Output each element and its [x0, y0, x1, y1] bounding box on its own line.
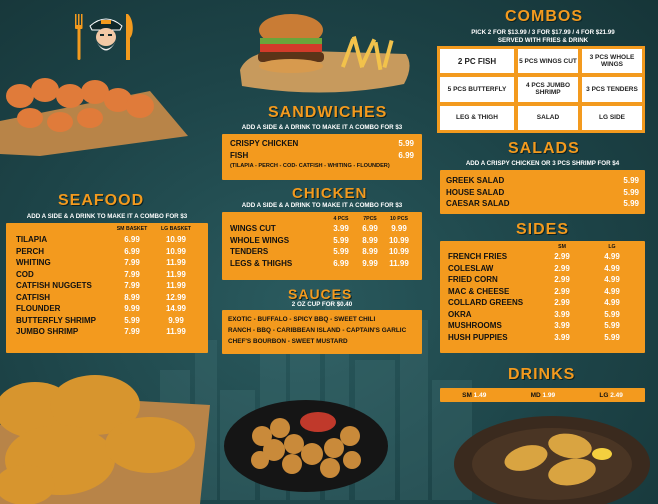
item-price: 3.99	[554, 321, 570, 330]
item-name: FRENCH FRIES	[448, 252, 508, 261]
item-price: 2.99	[554, 275, 570, 284]
chicken-nuggets-image	[222, 388, 390, 496]
item-price: 6.99	[124, 235, 140, 244]
drink-price: 1.49	[473, 391, 487, 399]
sauces-price-note: 2 OZ CUP FOR $0.40	[291, 301, 353, 308]
item-name: CAESAR SALAD	[446, 199, 510, 208]
column-header: SM	[558, 244, 566, 250]
item-price: 5.99	[124, 315, 140, 325]
drink-size-medium	[531, 392, 556, 399]
item-price: 8.99	[124, 292, 140, 302]
menu-item-row	[16, 269, 198, 281]
item-price: 10.99	[388, 235, 410, 245]
item-name: LEGS & THIGHS	[230, 258, 293, 268]
seafood-combo-note: ADD A SIDE & A DRINK TO MAKE IT A COMBO FOR $3	[26, 213, 188, 220]
item-name: WHOLE WINGS	[230, 235, 290, 245]
combo-option: 3 PCS WHOLE WINGS	[582, 49, 642, 73]
fish-types-note: (TILAPIA - PERCH - COD- CATFISH - WHITING - FLOUNDER)	[230, 163, 390, 169]
item-price: 8.99	[362, 235, 378, 245]
menu-item-row	[16, 292, 198, 304]
sides-panel	[440, 241, 645, 353]
combo-option: LEG & THIGH	[440, 106, 514, 130]
item-name: WINGS CUT	[230, 224, 276, 233]
item-name: HOUSE SALAD	[446, 187, 505, 197]
column-header: 4 PCS	[333, 216, 349, 222]
combos-pricing-line: PICK 2 FOR $13.99 / 3 FOR $17.99 / 4 FOR $21.99	[471, 29, 615, 36]
item-price: 2.99	[554, 252, 570, 261]
column-header: SM BASKET	[116, 226, 148, 232]
combos-grid	[437, 46, 645, 133]
menu-item-row	[16, 303, 198, 315]
item-name: MUSHROOMS	[448, 321, 502, 330]
item-price: 5.99	[604, 332, 620, 342]
menu-item-row	[448, 251, 637, 263]
sauces-panel	[222, 310, 422, 354]
drink-price: 2.49	[610, 391, 623, 399]
menu-item-row	[16, 326, 198, 338]
item-price: 5.99	[604, 309, 620, 319]
item-name: WHITING	[16, 258, 51, 267]
combo-option: 2 PC FISH	[440, 49, 514, 73]
menu-item-row	[448, 274, 637, 286]
item-name: CRISPY CHICKEN	[230, 139, 299, 148]
item-price: 7.99	[124, 327, 140, 336]
item-price: 5.99	[623, 187, 639, 197]
chicken-heading: CHICKEN	[292, 185, 368, 202]
item-price: 10.99	[388, 247, 410, 256]
item-price: 4.99	[604, 275, 620, 284]
chicken-column-headers	[230, 215, 414, 223]
item-price: 5.99	[333, 235, 349, 245]
item-price: 11.99	[389, 258, 409, 268]
item-name: OKRA	[448, 309, 472, 319]
captain-logo-icon	[87, 12, 125, 60]
menu-item-row	[230, 223, 414, 235]
menu-item-row	[230, 246, 414, 258]
menu-item-row	[448, 320, 637, 332]
item-name: MAC & CHEESE	[448, 286, 510, 296]
menu-item-row	[446, 175, 639, 187]
menu-item-row	[446, 198, 639, 210]
shrimp-skewers-image	[0, 66, 190, 156]
item-name: COLESLAW	[448, 263, 494, 273]
item-price: 12.99	[165, 292, 187, 302]
item-price: 2.99	[554, 263, 570, 273]
sauce-list-line: CHEF'S BOURBON - SWEET MUSTARD	[228, 338, 348, 345]
combo-option: 3 PCS TENDERS	[582, 77, 642, 101]
column-header: LG BASKET	[161, 226, 191, 232]
item-price: 9.99	[124, 304, 140, 313]
menu-item-row	[230, 150, 414, 162]
menu-item-row	[446, 187, 639, 199]
seafood-heading: SEAFOOD	[58, 192, 145, 209]
salads-heading: SALADS	[508, 140, 580, 157]
item-price: 5.99	[623, 176, 639, 185]
menu-item-row	[448, 297, 637, 309]
item-price: 3.99	[554, 332, 570, 342]
seafood-column-headers	[16, 225, 198, 234]
item-price: 6.99	[124, 246, 140, 256]
drink-size-label: SM	[462, 391, 472, 399]
item-price: 7.99	[124, 281, 140, 290]
combos-heading: COMBOS	[505, 8, 583, 25]
sauce-list-line: EXOTIC - BUFFALO - SPICY BBQ - SWEET CHILI	[228, 316, 376, 323]
menu-item-row	[448, 263, 637, 275]
item-price: 11.99	[166, 327, 186, 336]
item-price: 7.99	[124, 258, 140, 267]
item-price: 4.99	[604, 252, 620, 261]
menu-item-row	[16, 280, 198, 292]
fried-fish-image	[0, 365, 215, 504]
item-price: 4.99	[604, 286, 620, 296]
item-name: TENDERS	[230, 247, 269, 256]
item-price: 4.99	[604, 298, 620, 307]
item-price: 11.99	[166, 258, 186, 267]
drink-size-large	[599, 392, 623, 399]
item-name: COD	[16, 269, 34, 279]
column-header: 10 PCS	[390, 216, 408, 222]
item-name: PERCH	[16, 246, 45, 256]
menu-item-row	[448, 286, 637, 298]
burger-fries-image	[236, 8, 416, 96]
salads-addon-note: ADD A CRISPY CHICKEN OR 3 PCS SHRIMP FOR $4	[465, 160, 620, 167]
menu-item-row	[16, 315, 198, 327]
item-price: 5.99	[398, 139, 414, 148]
item-name: FLOUNDER	[16, 304, 61, 313]
item-price: 5.99	[604, 321, 620, 330]
item-name: TILAPIA	[16, 235, 48, 244]
item-price: 6.99	[398, 150, 414, 160]
item-name: COLLARD GREENS	[448, 298, 524, 307]
sandwiches-heading: SANDWICHES	[268, 104, 388, 121]
menu-item-row	[16, 257, 198, 269]
sides-heading: SIDES	[516, 221, 570, 238]
sauce-list-line: RANCH - BBQ - CARIBBEAN ISLAND - CAPTAIN'S GARLIC	[228, 327, 407, 334]
column-header: LG	[608, 244, 616, 250]
menu-item-row	[448, 332, 637, 344]
chicken-combo-note: ADD A SIDE & A DRINK TO MAKE IT A COMBO FOR $3	[241, 202, 403, 209]
item-price: 4.99	[604, 263, 620, 273]
drink-size-small	[462, 392, 486, 399]
item-price: 14.99	[165, 304, 187, 313]
item-name: GREEK SALAD	[446, 176, 505, 185]
sauces-heading: SAUCES	[288, 286, 353, 302]
seafood-panel	[6, 223, 208, 353]
item-price: 10.99	[165, 235, 187, 244]
combo-option: 4 PCS JUMBO SHRIMP	[518, 77, 578, 101]
item-name: JUMBO SHRIMP	[16, 327, 79, 336]
item-price: 9.99	[362, 258, 378, 268]
item-price: 11.99	[166, 281, 186, 290]
item-price: 5.99	[623, 199, 639, 208]
item-name: CATFISH NUGGETS	[16, 281, 92, 290]
menu-item-row	[448, 309, 637, 321]
combo-option: 5 PCS WINGS CUT	[518, 49, 578, 73]
sides-column-headers	[448, 243, 637, 251]
item-name: HUSH PUPPIES	[448, 332, 508, 342]
sandwiches-combo-note: ADD A SIDE & A DRINK TO MAKE IT A COMBO FOR $3	[241, 124, 403, 131]
item-name: FISH	[230, 150, 249, 160]
item-name: FRIED CORN	[448, 275, 498, 284]
menu-item-row	[16, 246, 198, 258]
drinks-heading: DRINKS	[508, 366, 576, 383]
chicken-panel	[222, 212, 422, 280]
item-price: 2.99	[554, 298, 570, 307]
item-price: 9.99	[168, 315, 184, 325]
item-price: 8.99	[362, 247, 378, 256]
item-price: 5.99	[333, 247, 349, 256]
item-price: 10.99	[165, 246, 187, 256]
item-price: 6.99	[333, 258, 349, 268]
combo-option: SALAD	[518, 106, 578, 130]
combo-option: 5 PCS BUTTERFLY	[440, 77, 514, 101]
menu-item-row	[230, 235, 414, 247]
drink-price: 1.99	[542, 391, 556, 399]
sandwiches-panel	[222, 134, 422, 180]
salads-panel	[440, 170, 645, 214]
item-price: 2.99	[554, 286, 570, 296]
item-price: 3.99	[554, 309, 570, 319]
item-name: BUTTERFLY SHRIMP	[16, 315, 97, 325]
column-header: 7PCS	[363, 216, 377, 222]
drinks-panel	[440, 388, 645, 402]
item-price: 11.99	[166, 269, 186, 279]
item-name: CATFISH	[16, 292, 51, 302]
menu-item-row	[230, 138, 414, 150]
item-price: 9.99	[391, 224, 407, 233]
drink-size-label: MD	[530, 391, 541, 399]
fried-corn-image	[452, 406, 652, 504]
item-price: 7.99	[124, 269, 140, 279]
item-price: 3.99	[333, 224, 349, 233]
combo-option: LG SIDE	[582, 106, 642, 130]
menu-item-row	[230, 258, 414, 270]
combos-served-line: SERVED WITH FRIES & DRINK	[497, 37, 589, 44]
menu-item-row	[16, 234, 198, 246]
drink-size-label: LG	[599, 391, 609, 399]
item-price: 6.99	[362, 224, 378, 233]
